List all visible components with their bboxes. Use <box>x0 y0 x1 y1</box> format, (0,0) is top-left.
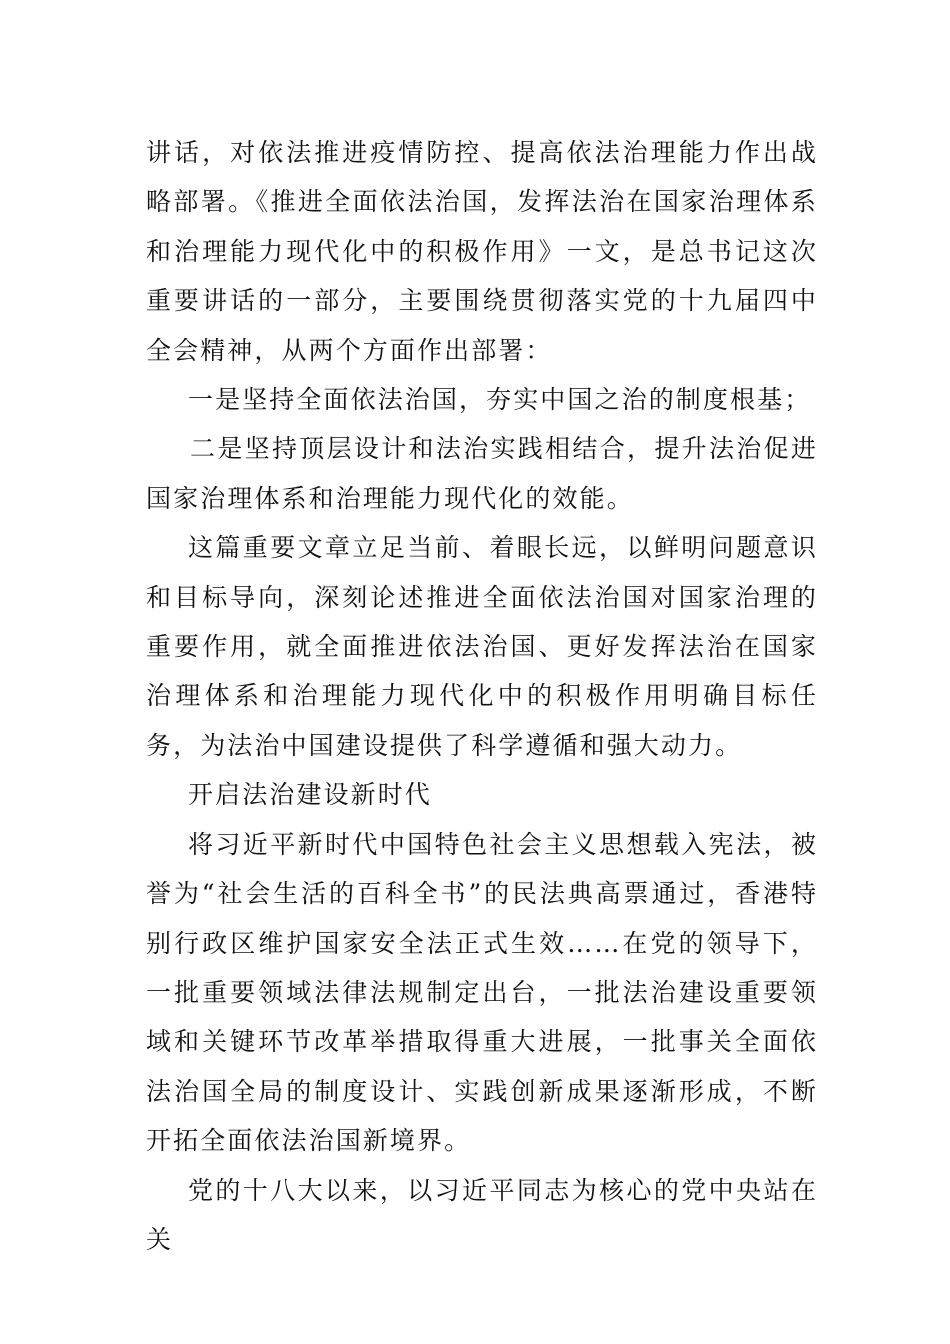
paragraph-point-two: 二是坚持顶层设计和法治实践相结合，提升法治促进国家治理体系和治理能力现代化的效能。 <box>146 434 818 513</box>
paragraph-continuation: 讲话，对依法推进疫情防控、提高依法治理能力作出战略部署。《推进全面依法治国，发挥法治在国家治理体系和治理能力现代化中的积极作用》一文，是总书记这次重要讲话的一部分，主要围绕贯彻落实党的十九届四中全会精神，从两个方面作出部署： <box>146 138 818 365</box>
paragraph-legal-achievements: 将习近平新时代中国特色社会主义思想载入宪法，被誉为“社会生活的百科全书”的民法典高票通过，香港特别行政区维护国家安全法正式生效……在党的领导下，一批重要领域法律法规制定出台，一批法治建设重要领域和关键环节改革举措取得重大进展，一批事关全面依法治国全局的制度设计、实践创新成果逐渐形成，不断开拓全面依法治国新境界。 <box>146 829 818 1156</box>
paragraph-point-one: 一是坚持全面依法治国，夯实中国之治的制度根基； <box>188 385 812 415</box>
section-heading: 开启法治建设新时代 <box>188 780 432 810</box>
paragraph-article-summary: 这篇重要文章立足当前、着眼长远，以鲜明问题意识和目标导向，深刻论述推进全面依法治国对国家治理的重要作用，就全面推进依法治国、更好发挥法治在国家治理体系和治理能力现代化中的积极作用明确目标任务，为法治中国建设提供了科学遵循和强大动力。 <box>146 533 818 760</box>
document-body <box>146 128 818 1264</box>
paragraph-since-18th-congress: 党的十八大以来，以习近平同志为核心的党中央站在关 <box>146 1175 818 1254</box>
